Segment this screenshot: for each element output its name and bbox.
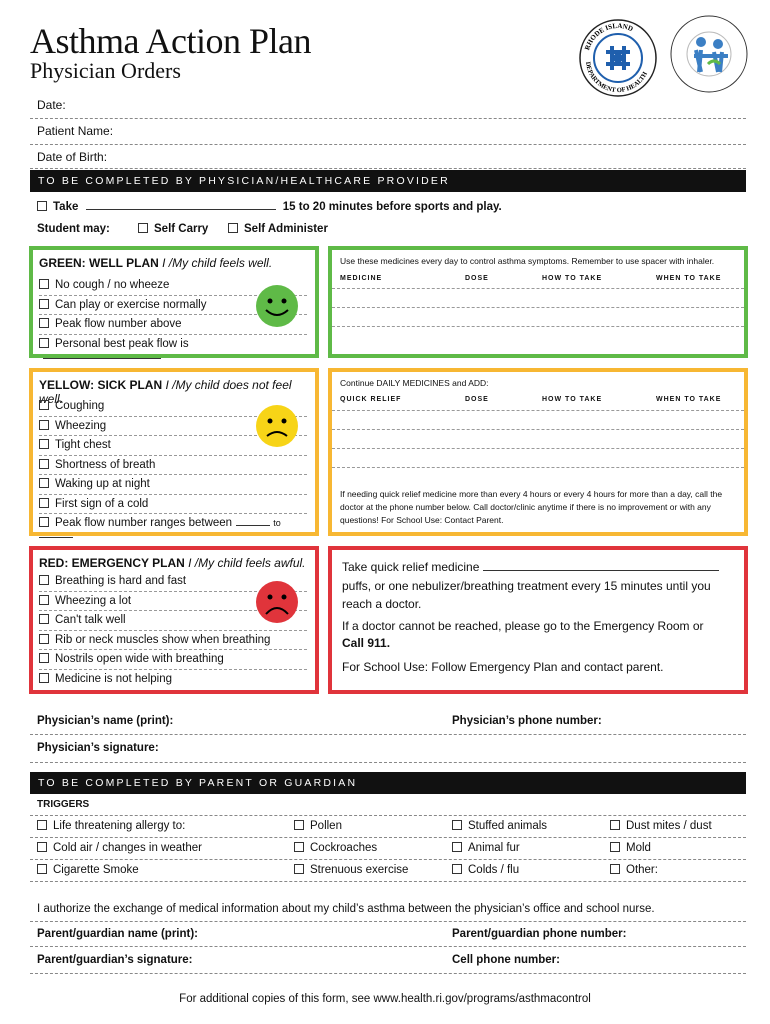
footer-text: For additional copies of this form, see www.health.ri.gov/programs/asthmacontrol [179, 993, 591, 1005]
red-item[interactable]: Rib or neck muscles show when breathing [39, 631, 307, 651]
green-item[interactable]: Peak flow number above [39, 315, 307, 335]
yellow-note: Continue DAILY MEDICINES and ADD: [340, 378, 489, 388]
yellow-item[interactable]: Coughing [39, 397, 307, 417]
red-take-row: Take quick relief medicine [342, 560, 719, 574]
col-medicine: MEDICINE [340, 275, 383, 282]
green-item[interactable]: Personal best peak flow is [39, 335, 307, 355]
pre-sport-row: Take 15 to 20 minutes before sports and play. [37, 201, 502, 213]
physician-phone-label: Physician’s phone number: [452, 715, 602, 727]
yellow-item[interactable]: Tight chest [39, 436, 307, 456]
trigger-item[interactable]: Life threatening allergy to: [37, 820, 185, 832]
red-heading: RED: EMERGENCY PLAN I /My child feels awful. [39, 556, 306, 570]
sad-face-icon [255, 580, 299, 624]
happy-face-icon [255, 284, 299, 328]
red-zone-left [29, 546, 319, 694]
yellow-item[interactable]: Shortness of breath [39, 456, 307, 476]
triggers-heading: TRIGGERS [37, 799, 90, 810]
yellow-item[interactable]: Waking up at night [39, 475, 307, 495]
red-medicine-field[interactable] [483, 570, 719, 571]
page-title: Asthma Action Plan [30, 21, 311, 61]
cell-phone-label: Cell phone number: [452, 954, 560, 966]
asthma-friendly-badge-icon [668, 6, 750, 104]
trigger-item[interactable]: Pollen [294, 820, 342, 832]
trigger-item[interactable]: Dust mites / dust [610, 820, 712, 832]
physician-signature-label: Physician’s signature: [37, 742, 159, 754]
physician-name-label: Physician’s name (print): [37, 715, 174, 727]
green-item[interactable]: No cough / no wheeze [39, 276, 307, 296]
ri-health-seal-icon [578, 18, 658, 98]
take-checkbox[interactable] [37, 201, 47, 211]
svg-text:DEPARTMENT OF HEALTH: DEPARTMENT OF HEALTH [583, 61, 650, 95]
physician-section-band: TO BE COMPLETED BY PHYSICIAN/HEALTHCARE PROVIDER [30, 170, 746, 192]
green-zone-right [328, 246, 748, 358]
parent-signature-label: Parent/guardian’s signature: [37, 954, 193, 966]
green-item[interactable]: Can play or exercise normally [39, 296, 307, 316]
red-zone-right [328, 546, 748, 694]
red-school-text: For School Use: Follow Emergency Plan and contact parent. [342, 660, 664, 674]
col-quick-relief: QUICK RELIEF [340, 396, 402, 403]
trigger-item[interactable]: Cigarette Smoke [37, 864, 139, 876]
parent-phone-label: Parent/guardian phone number: [452, 928, 627, 940]
col-when: WHEN TO TAKE [656, 396, 722, 403]
svg-text:RHODE ISLAND: RHODE ISLAND [583, 21, 635, 52]
date-label: Date: [37, 98, 66, 112]
col-how: HOW TO TAKE [542, 275, 603, 282]
green-heading: GREEN: WELL PLAN I /My child feels well. [39, 256, 273, 270]
red-puffs-text: puffs, or one nebulizer/breathing treatment every 15 minutes until you reach a doctor. [342, 579, 711, 611]
trigger-item[interactable]: Animal fur [452, 842, 520, 854]
red-er-text: If a doctor cannot be reached, please go to the Emergency Room or [342, 619, 704, 633]
self-carry-option[interactable]: Self Carry [138, 223, 208, 235]
col-dose: DOSE [465, 396, 489, 403]
trigger-item[interactable]: Colds / flu [452, 864, 519, 876]
pre-sport-medicine-field[interactable] [86, 209, 276, 210]
yellow-item[interactable]: Peak flow number ranges between to [39, 514, 307, 534]
red-item[interactable]: Breathing is hard and fast [39, 572, 307, 592]
col-dose: DOSE [465, 275, 489, 282]
dob-label: Date of Birth: [37, 150, 108, 164]
col-how: HOW TO TAKE [542, 396, 603, 403]
red-item[interactable]: Nostrils open wide with breathing [39, 650, 307, 670]
trigger-item[interactable]: Stuffed animals [452, 820, 547, 832]
col-when: WHEN TO TAKE [656, 275, 722, 282]
trigger-item[interactable]: Other: [610, 864, 658, 876]
yellow-heading: YELLOW: SICK PLAN I /My child does not feel well. [39, 378, 292, 406]
trigger-item[interactable]: Mold [610, 842, 651, 854]
student-may-label: Student may: [37, 223, 110, 235]
yellow-zone-right [328, 368, 748, 536]
trigger-item[interactable]: Cold air / changes in weather [37, 842, 202, 854]
self-administer-option[interactable]: Self Administer [228, 223, 328, 235]
patient-name-label: Patient Name: [37, 124, 114, 138]
worried-face-icon [255, 404, 299, 448]
red-item[interactable]: Wheezing a lot [39, 592, 307, 612]
red-item[interactable]: Can't talk well [39, 611, 307, 631]
authorization-text: I authorize the exchange of medical information about my child’s asthma between the physician’s office and school nurse. [37, 903, 655, 915]
yellow-instructions: If needing quick relief medicine more than every 4 hours or every 4 hours for more than a day, call the doctor at the phone number below. Call doctor/clinic anytime if there is no improvement or with any questions! For School Use: Contact Parent. [340, 489, 723, 525]
page-subtitle: Physician Orders [30, 58, 181, 83]
red-call-911: Call 911. [342, 636, 391, 650]
parent-name-label: Parent/guardian name (print): [37, 928, 199, 940]
green-note: Use these medicines every day to control asthma symptoms. Remember to use spacer with inhaler. [340, 256, 715, 266]
yellow-item[interactable]: Wheezing [39, 417, 307, 437]
trigger-item[interactable]: Strenuous exercise [294, 864, 408, 876]
yellow-item[interactable]: First sign of a cold [39, 495, 307, 515]
yellow-zone-left [29, 368, 319, 536]
parent-section-band: TO BE COMPLETED BY PARENT OR GUARDIAN [30, 772, 746, 794]
red-item[interactable]: Medicine is not helping [39, 670, 307, 690]
trigger-item[interactable]: Cockroaches [294, 842, 377, 854]
green-zone-left [29, 246, 319, 358]
